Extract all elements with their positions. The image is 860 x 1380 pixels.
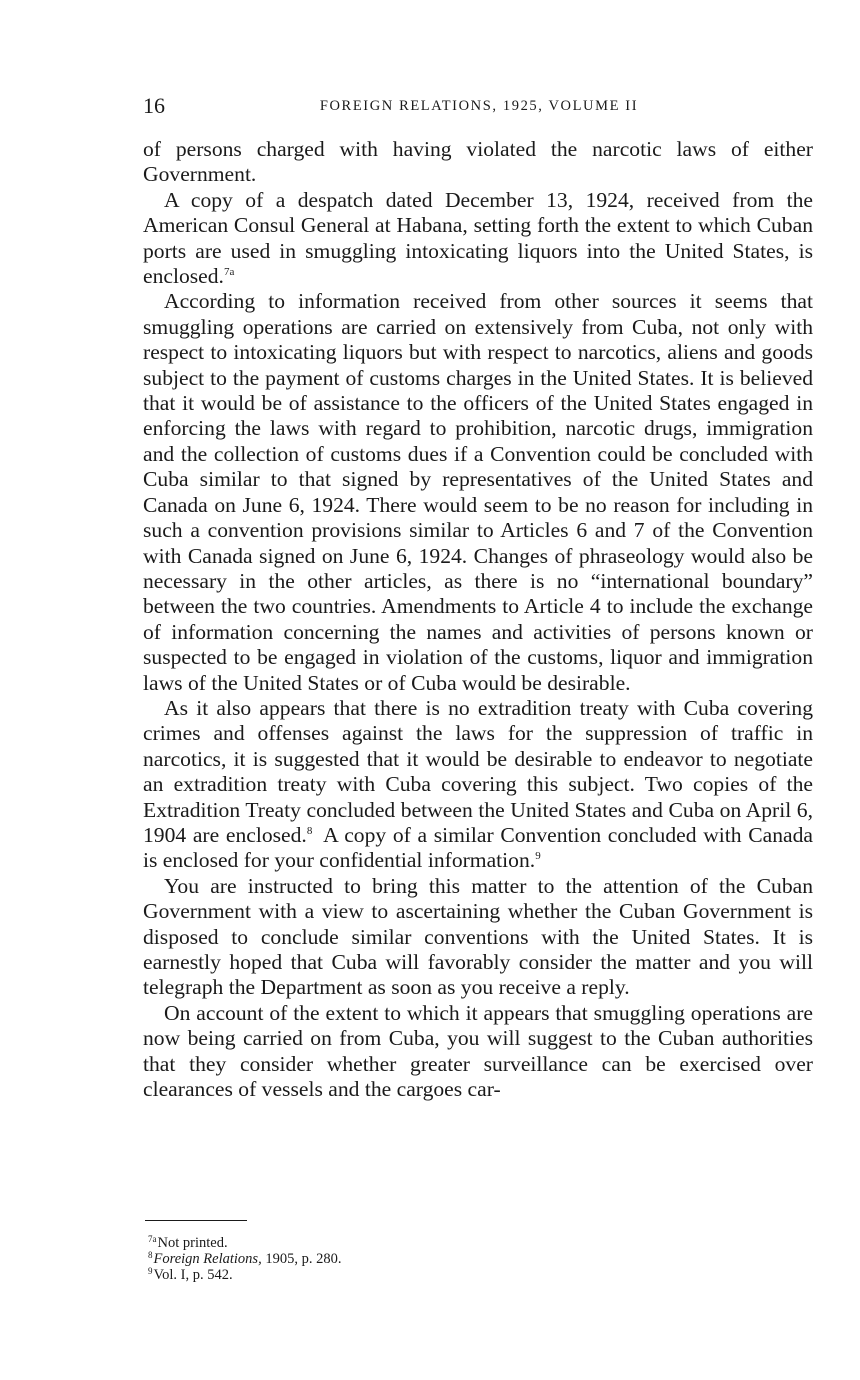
footnote-marker: 9	[148, 1266, 153, 1277]
footnote-9	[148, 1267, 748, 1283]
paragraph-text: According to information received from other sources it seems that smuggling operations are carried on extensively from Cuba, not only with respect to intoxicating liquors but with respect to narcotics, aliens and goods subject to the payment of customs charges in the United States. It is believed that it would be of assistance to the officers of the United States engaged in enforcing the laws with regard to prohibition, narcotic drugs, immigration and the collection of customs dues if a Convention could be concluded with Cuba similar to that signed by representatives of the United States and Canada on June 6, 1924. There would seem to be no reason for including in such a convention provisions similar to Articles 6 and 7 of the Convention with Canada signed on June 6, 1924. Changes of phraseology would also be necessary in the other articles, as there is no “international boundary” between the two countries. Amendments to Article 4 to include the exchange of information concerning the names and activities of persons known or suspected to be engaged in violation of the customs, liquor and immigration laws of the United States or of Cuba would be desirable.	[143, 289, 813, 695]
footnote-text: Vol. I, p. 542.	[153, 1267, 233, 1284]
paragraph-extradition	[143, 696, 813, 874]
paragraph-surveillance	[143, 1001, 813, 1103]
footnote-8	[148, 1251, 748, 1267]
page-number: 16	[143, 93, 165, 118]
paragraph-smuggling-operations	[143, 289, 813, 696]
paragraph-text: You are instructed to bring this matter to the attention of the Cuban Government with a view to ascertaining whether the Cuban Government is disposed to conclude similar conventions with the United States. It is earnestly hoped that Cuba will favorably consider the matter and you will telegraph the Department as soon as you receive a reply.	[143, 873, 813, 1000]
footnote-7a	[148, 1235, 748, 1251]
paragraph-instructions	[143, 874, 813, 1001]
footnote-text: Not printed.	[157, 1235, 228, 1251]
footnote-ref-7a: 7a	[223, 266, 235, 279]
footnote-title: Foreign Relations,	[153, 1251, 262, 1268]
footnote-marker: 7a	[148, 1234, 157, 1244]
footnote-text: 1905, p. 280.	[261, 1251, 342, 1268]
paragraph-text: On account of the extent to which it appears that smuggling operations are now being carried on from Cuba, you will suggest to the Cuban authorities that they consider whether greater surveillance can be exercised over clearances of vessels and the cargoes car-	[143, 1000, 813, 1102]
running-head: FOREIGN RELATIONS, 1925, VOLUME II	[319, 98, 639, 114]
page-header	[143, 93, 815, 121]
paragraph-continued	[143, 137, 813, 188]
body-text	[143, 137, 813, 1102]
footnotes	[148, 1235, 748, 1284]
paragraph-text: A copy of a similar Convention concluded with Canada is enclosed for your confidential information.	[143, 822, 813, 873]
paragraph-despatch	[143, 188, 813, 290]
paragraph-text: of persons charged with having violated the narcotic laws of either Government.	[143, 137, 813, 187]
footnote-ref-9: 9	[535, 850, 541, 863]
footnote-divider	[145, 1220, 247, 1221]
footnote-ref-8: 8	[306, 824, 313, 837]
paragraph-text: A copy of a despatch dated December 13, 1924, received from the American Consul General at Habana, setting forth the extent to which Cuban ports are used in smuggling intoxicating liquors into the United States, is enclosed.	[143, 187, 813, 289]
footnote-marker: 8	[148, 1250, 153, 1261]
paragraph-text: As it also appears that there is no extradition treaty with Cuba covering crimes and offenses against the laws for the suppression of traffic in narcotics, it is suggested that it would be desirable to endeavor to negotiate an extradition treaty with Cuba covering this subject. Two copies of the Extradition Treaty concluded between the United States and Cuba on April 6, 1904 are enclosed.	[143, 695, 813, 847]
